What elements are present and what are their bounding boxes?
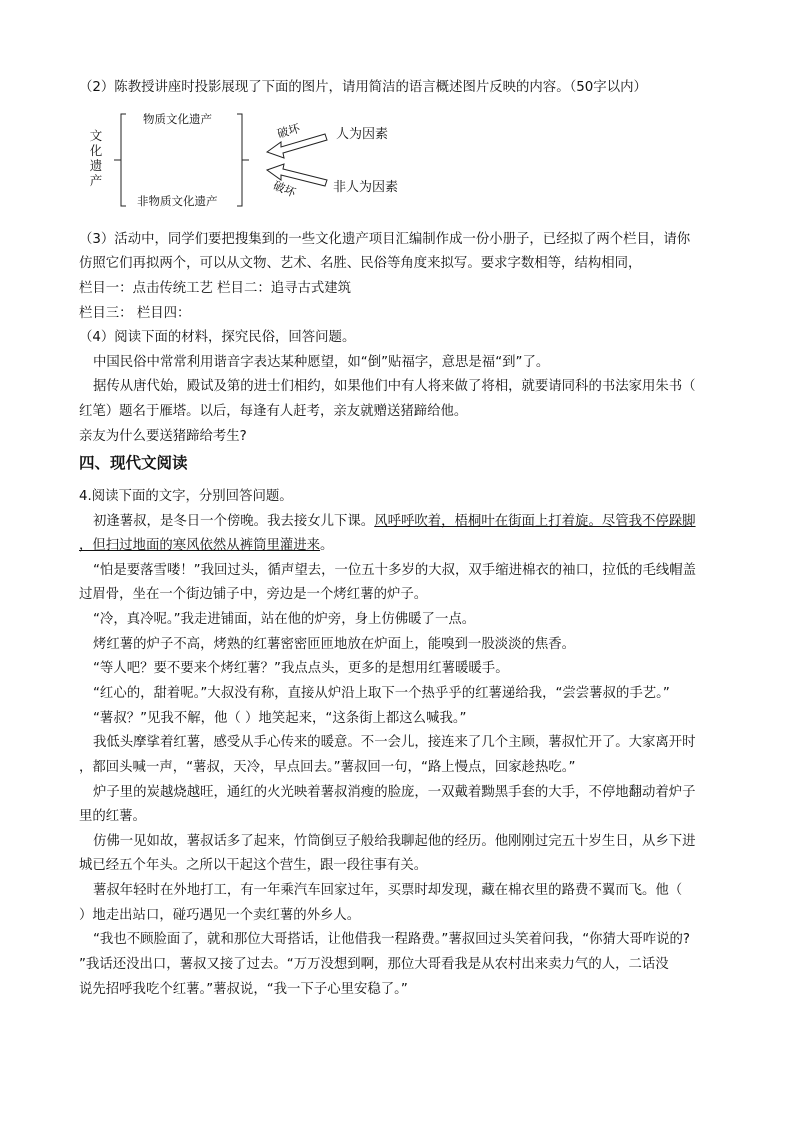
passage-line: 城已经五个年头。之所以干起这个营生，跟一段往事有关。 <box>79 858 428 873</box>
q4-line: （4）阅读下面的材料，探究民俗，回答问题。 <box>79 330 356 345</box>
question-2: （2）陈教授讲座时投影展现了下面的图片，请用简洁的语言概述图片反映的内容。（50字以内） <box>79 80 647 95</box>
diagram-top-item: 物质文化遗产 <box>143 112 212 126</box>
heritage-diagram <box>89 108 449 212</box>
q3-line: 栏目一：点击传统工艺 栏目二：追寻古式建筑 <box>79 281 352 296</box>
passage-line: “薯叔？”见我不解，他（ ）地笑起来，“这条街上都这么喊我。” <box>93 711 467 726</box>
passage-line: 烤红薯的炉子不高，烤熟的红薯密密匝匝地放在炉面上，能嗅到一股淡淡的焦香。 <box>93 637 576 652</box>
p1-line2-end: 。 <box>320 538 334 553</box>
diagram-bottom-item: 非物质文化遗产 <box>137 194 218 208</box>
q3-line: 栏目三： 栏目四： <box>79 306 191 321</box>
passage-line: 薯叔年轻时在外地打工，有一年乘汽车回家过年，买票时却发现，藏在棉衣里的路费不翼而飞。他（ <box>93 883 683 898</box>
q4-line: 红笔）题名于雁塔。以后，每逢有人赶考，亲友就赠送猪蹄给他。 <box>79 404 468 419</box>
passage-paragraph-1 <box>93 513 743 531</box>
p1-underlined: 风呼呼吹着，梧桐叶在街面上打着旋。尽管我不停跺脚 <box>374 514 696 529</box>
passage-line: “等人吧？要不要来个烤红薯？”我点点头，更多的是想用红薯暖暖手。 <box>93 661 509 676</box>
passage-line: 过眉骨，坐在一个街边铺子中，旁边是一个烤红薯的炉子。 <box>79 587 428 602</box>
diagram-bottom-arrow-label: 破坏 <box>271 178 298 200</box>
section-title: 四、现代文阅读 <box>79 454 188 472</box>
passage-paragraph-1-cont <box>79 537 729 555</box>
q4-line: 亲友为什么要送猪蹄给考生? <box>79 429 247 444</box>
passage-line: “冷，真冷呢。”我走进铺面，站在他的炉旁，身上仿佛暖了一点。 <box>93 612 476 627</box>
q3-line: （3）活动中，同学们要把搜集到的一些文化遗产项目汇编制作成一份小册子，已经拟了两个栏目，请你 <box>79 232 691 247</box>
passage-line: 仿佛一见如故，薯叔话多了起来，竹筒倒豆子般给我聊起他的经历。他刚刚过完五十岁生日，从乡下进 <box>93 834 696 849</box>
diagram-bottom-factor: 非人为因素 <box>333 180 399 195</box>
diagram-top-factor: 人为因素 <box>336 127 389 142</box>
q3-line: 仿照它们再拟两个，可以从文物、艺术、名胜、民俗等角度来拟写。要求字数相等，结构相同， <box>79 256 642 271</box>
diagram-left-label: 文化遗产 <box>89 128 103 188</box>
passage-line: ）地走出站口，碰巧遇见一个卖红薯的外乡人。 <box>79 908 361 923</box>
top-arrow-icon <box>267 134 327 158</box>
q4-line: 据传从唐代始，殿试及第的进士们相约，如果他们中有人将来做了将相，就要请同科的书法家用朱书（ <box>93 379 696 394</box>
passage-line: ”我话还没出口，薯叔又接了过去。“万万没想到啊，那位大哥看我是从农村出来卖力气的人，二话没 <box>79 957 669 972</box>
p1-line2-underlined: ，但扫过地面的寒风依然从裤筒里灌进来 <box>79 538 321 553</box>
passage-line: “红心的，甜着呢。”大叔没有称，直接从炉沿上取下一个热乎乎的红薯递给我，“尝尝薯叔的手艺。” <box>93 686 670 701</box>
passage-line: 里的红薯。 <box>79 809 146 824</box>
diagram-top-arrow-label: 破坏 <box>275 121 302 141</box>
passage-line: 我低头摩挲着红薯，感受从手心传来的暖意。不一会儿，接连来了几个主顾，薯叔忙开了。大家离开时 <box>93 735 696 750</box>
passage-intro: 4.阅读下面的文字，分别回答问题。 <box>79 489 293 504</box>
passage-line: 炉子里的炭越烧越旺，通红的火光映着薯叔消瘦的脸庞，一双戴着黝黑手套的大手，不停地翻动着炉子 <box>93 785 696 800</box>
passage-line: ，都回头喊一声，“薯叔，天冷，早点回去。”薯叔回一句，“路上慢点，回家趁热吃。” <box>79 760 576 775</box>
q4-line: 中国民俗中常常利用谐音字表达某种愿望，如“倒”贴福字，意思是福“到”了。 <box>93 355 550 370</box>
passage-line: “怕是要落雪喽！”我回过头，循声望去，一位五十多岁的大叔，双手缩进棉衣的袖口，拉低的毛线帽盖 <box>93 563 697 578</box>
passage-line: “我也不顾脸面了，就和那位大哥搭话，让他借我一程路费。”薯叔回过头笑着问我，“你猜大哥咋说的? <box>93 932 691 947</box>
passage-line: 说先招呼我吃个红薯。”薯叔说，“我一下子心里安稳了。” <box>79 982 408 997</box>
p1-plain: 初逢薯叔，是冬日一个傍晚。我去接女儿下课。 <box>93 514 375 529</box>
